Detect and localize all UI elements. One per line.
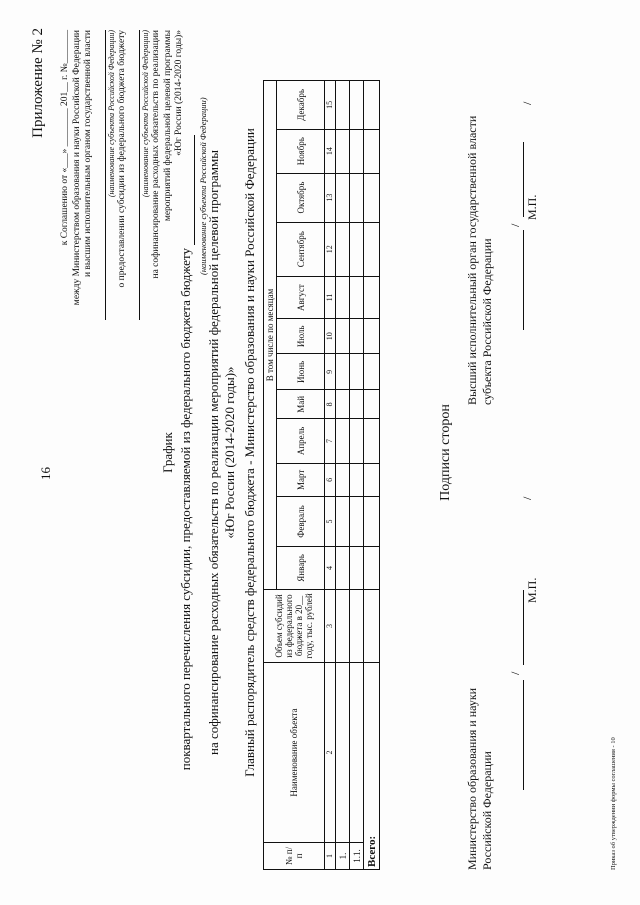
table-cell: [336, 390, 350, 419]
right-slash-2: /: [520, 101, 534, 105]
table-cell: [350, 222, 364, 276]
column-number: 6: [325, 463, 336, 497]
table-cell: [350, 390, 364, 419]
total-cell: [364, 276, 380, 318]
subsidy-line: о предоставлении субсидии из федерального бюджета бюджету: [117, 30, 127, 288]
title-caption: (наименование субъекта Российской Федерации): [198, 97, 208, 275]
header-month: Март: [277, 463, 325, 497]
subject-caption-2: (наименование субъекта Российской Федерации): [140, 30, 150, 198]
header-month: Февраль: [277, 497, 325, 547]
table-cell: [350, 419, 364, 463]
signature-left-party: [465, 570, 495, 870]
column-number: 1: [325, 843, 336, 870]
table-cell: [350, 173, 364, 222]
right-signature-line: [523, 230, 524, 330]
schedule-table: [263, 80, 380, 870]
header-name: Наименование объекта: [264, 663, 325, 843]
table-cell: [350, 354, 364, 390]
title-line-1: поквартального перечисления субсидии, предоставляемой из федерального бюджета бюджету: [178, 20, 195, 885]
right-party-line-1: Высший исполнительный орган государственной власти: [465, 115, 479, 405]
table-cell: [350, 497, 364, 547]
document-title: График: [160, 432, 175, 473]
header-month: Сентябрь: [277, 222, 325, 276]
left-seal: М.П.: [525, 577, 539, 603]
total-label: Всего:: [364, 663, 380, 870]
table-cell: [336, 546, 350, 589]
subject-blank-2: [129, 30, 140, 320]
header-month: Июнь: [277, 354, 325, 390]
signature-right-party: [465, 65, 495, 405]
right-name-line: [523, 142, 524, 217]
header-month: Апрель: [277, 419, 325, 463]
left-party-line-1: Министерство образования и науки: [465, 687, 479, 870]
header-month: Ноябрь: [277, 129, 325, 173]
column-number: 4: [325, 546, 336, 589]
title-line-2: на софинансирование расходных обязательств по реализации мероприятий федеральной целевой программы: [206, 150, 221, 755]
table-cell: [350, 546, 364, 589]
table-cell: [336, 663, 350, 843]
table-cell: [336, 497, 350, 547]
table-cell: [350, 590, 364, 663]
table-cell: [336, 590, 350, 663]
row-number: 1.: [336, 843, 350, 870]
total-cell: [364, 222, 380, 276]
column-number: 10: [325, 319, 336, 354]
header-month: Май: [277, 390, 325, 419]
header-no: № п/п: [264, 843, 325, 870]
table-cell: [336, 319, 350, 354]
column-number: 15: [325, 81, 336, 130]
header-months-group: В том числе по месяцам: [264, 81, 277, 590]
left-signature-line: [523, 680, 524, 790]
column-number: 13: [325, 173, 336, 222]
table-cell: [336, 81, 350, 130]
table-cell: [336, 222, 350, 276]
subject-caption: (наименование субъекта Российской Федерации): [106, 30, 116, 198]
header-month: Январь: [277, 546, 325, 589]
between-line-1: между Министерством образования и науки Российской Федерации: [71, 30, 82, 306]
total-cell: [364, 173, 380, 222]
rotated-content: [20, 20, 620, 885]
total-cell: [364, 546, 380, 589]
table-cell: [336, 129, 350, 173]
title-line-3: «Юг России (2014-2020 годы)»: [222, 366, 237, 539]
total-cell: [364, 497, 380, 547]
right-seal: М.П.: [525, 194, 539, 220]
left-slash: /: [508, 671, 522, 675]
total-cell: [364, 463, 380, 497]
header-month: Декабрь: [277, 81, 325, 130]
page-number: 16: [38, 467, 53, 480]
total-cell: [364, 354, 380, 390]
table-cell: [350, 276, 364, 318]
total-cell: [364, 319, 380, 354]
table-cell: [350, 319, 364, 354]
header-volume: Объем субсидий из федерального бюджета в 20__ году, тыс. рублей: [264, 590, 325, 663]
purpose-line-1: на софинансирование расходных обязательств по реализации: [151, 30, 161, 279]
total-cell: [364, 129, 380, 173]
signatures-title: Подписи сторон: [438, 404, 453, 501]
table-cell: [336, 463, 350, 497]
subject-blank: [95, 30, 106, 320]
column-number: 7: [325, 419, 336, 463]
left-party-line-2: Российской Федерации: [480, 751, 494, 870]
header-month: Август: [277, 276, 325, 318]
right-party-line-2: субъекта Российской Федерации: [480, 238, 494, 405]
table-cell: [336, 419, 350, 463]
purpose-line-3: «Юг России (2014-2020 годы)»: [174, 30, 184, 156]
title-line-4: Главный распорядитель средств федерального бюджета - Министерство образования и науки Российской Федерации: [242, 128, 257, 777]
table-cell: [350, 129, 364, 173]
row-number: 1.1.: [350, 843, 364, 870]
column-number: 5: [325, 497, 336, 547]
left-name-line: [523, 590, 524, 665]
right-slash: /: [508, 223, 522, 227]
table-cell: [336, 354, 350, 390]
appendix-label: Приложение № 2: [30, 28, 46, 138]
table-cell: [336, 173, 350, 222]
table-cell: [350, 663, 364, 843]
column-number: 11: [325, 276, 336, 318]
column-number: 8: [325, 390, 336, 419]
footer-note: Приказ об утверждении формы соглашения - 10: [610, 737, 617, 870]
total-cell: [364, 81, 380, 130]
column-number: 12: [325, 222, 336, 276]
table-cell: [350, 463, 364, 497]
agreement-line: к Соглашению от «___» ________ 201__ г. №_______: [60, 30, 70, 246]
total-cell: [364, 419, 380, 463]
total-cell: [364, 390, 380, 419]
column-number: 3: [325, 590, 336, 663]
middle-slash: /: [520, 496, 534, 500]
purpose-line-2: мероприятий федеральной целевой программы: [162, 30, 173, 222]
header-month: Октябрь: [277, 173, 325, 222]
table-cell: [350, 81, 364, 130]
between-line-2: и высшим исполнительным органом государственной власти: [83, 30, 93, 278]
column-number: 9: [325, 354, 336, 390]
column-number: 14: [325, 129, 336, 173]
total-cell: [364, 590, 380, 663]
header-month: Июль: [277, 319, 325, 354]
column-number: 2: [325, 663, 336, 843]
table-cell: [336, 276, 350, 318]
